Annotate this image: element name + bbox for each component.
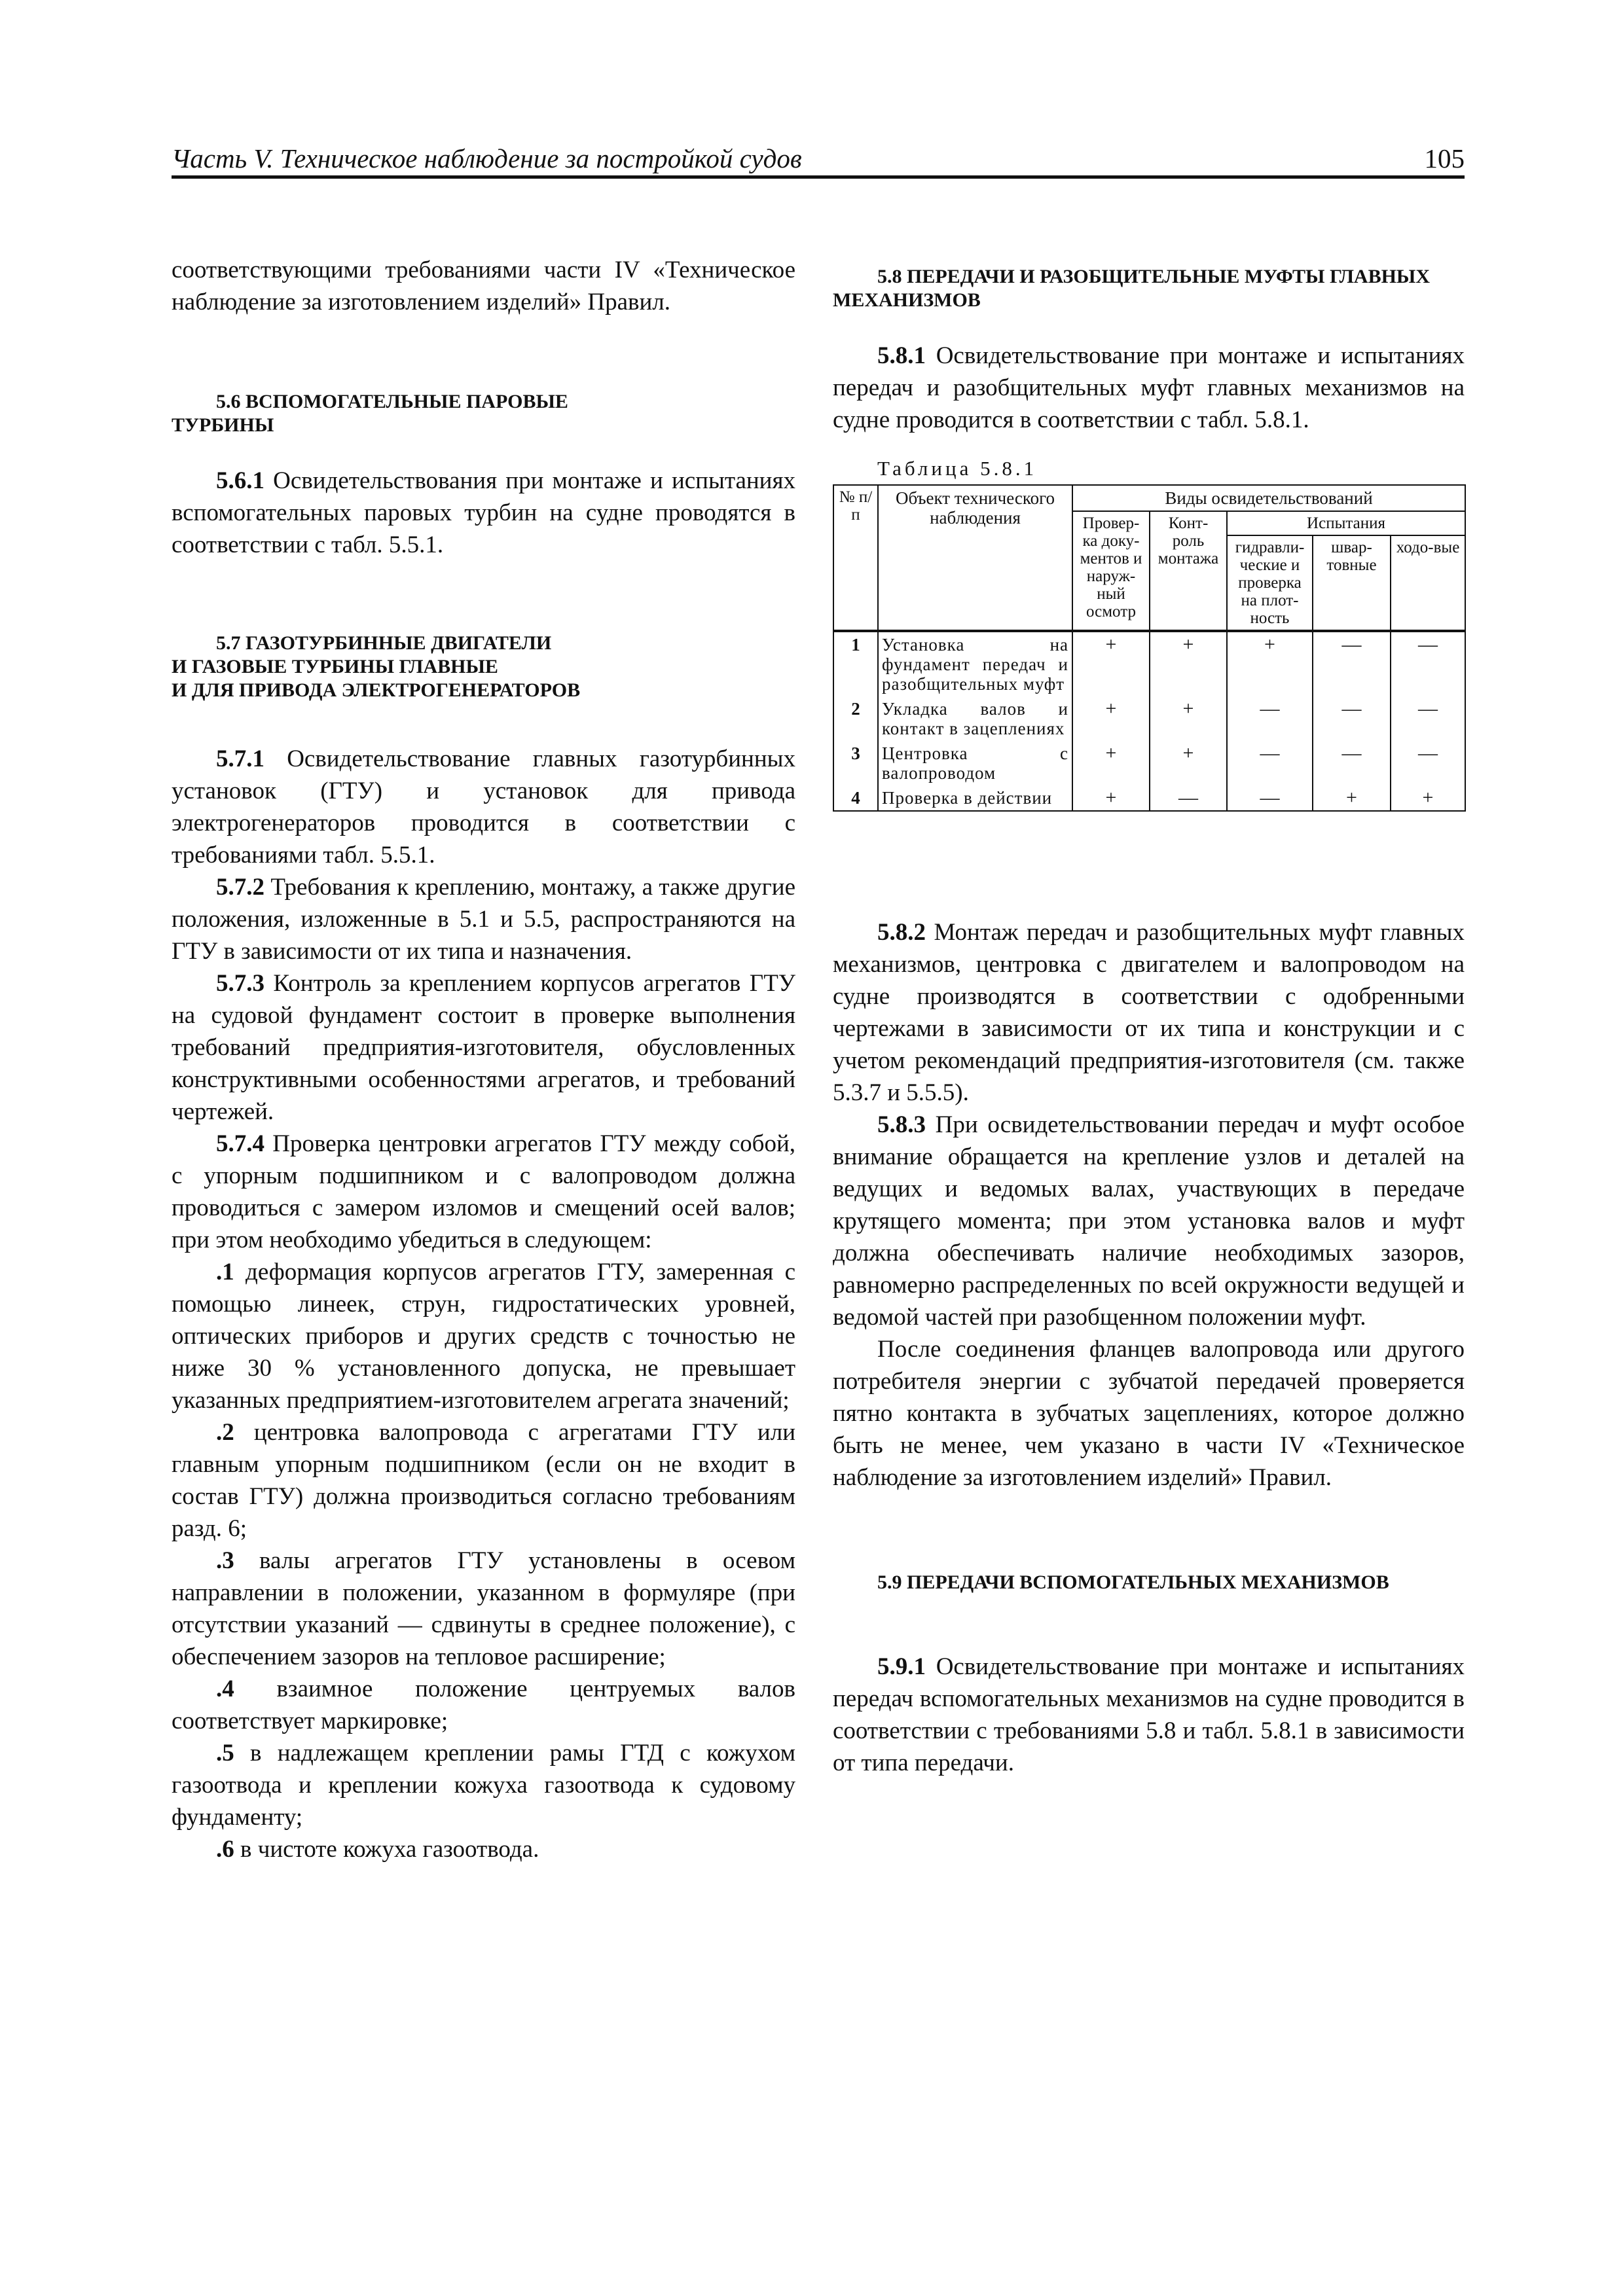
table-row [833,696,1465,741]
clause-number: 5.9.1 [877,1653,926,1680]
spacer [172,318,795,390]
spacer [833,812,1465,916]
paragraph-5-8-1 [833,340,1465,436]
section-title-line: И ГАЗОВЫЕ ТУРБИНЫ ГЛАВНЫЕ [172,656,498,677]
header-inspection-types: Виды освидетельствований [1072,485,1465,511]
cell-mooring: — [1313,741,1391,785]
item-number: .2 [216,1419,234,1446]
row-object: Центровка с валопроводом [878,741,1072,785]
header-mooring: швар-товные [1313,535,1391,631]
cell-hydraulic: + [1227,631,1313,696]
cell-mooring: — [1313,696,1391,741]
cell-doc: + [1072,785,1150,811]
running-header [172,143,1465,179]
cell-control: — [1150,785,1227,811]
section-5-6-title [172,390,795,437]
clause-number: 5.7.2 [216,874,264,901]
spacer [833,436,1465,456]
cell-hydraulic: — [1227,696,1313,741]
section-5-9-title: 5.9 ПЕРЕДАЧИ ВСПОМОГАТЕЛЬНЫХ МЕХАНИЗМОВ [877,1571,1389,1593]
clause-number: 5.8.2 [877,919,926,946]
cell-mooring: + [1313,785,1391,811]
table-row [833,741,1465,785]
header-doc-check: Провер-ка доку-ментов и наруж-ный осмотр [1072,511,1150,631]
list-item [172,1416,795,1545]
spacer [833,1594,1465,1651]
item-text: валы агрегатов ГТУ установлены в осевом направлении в положении, указанном в формуляре (при отсутствии указаний — сдвинуты в среднее положение), с обеспечением зазоров на тепловое расширение; [172,1547,795,1670]
list-item [172,1833,795,1865]
table-row [833,785,1465,811]
cell-hydraulic: — [1227,741,1313,785]
item-number: .6 [216,1836,234,1863]
paragraph-5-8-3 [833,1109,1465,1333]
cell-hydraulic: — [1227,785,1313,811]
clause-text: Монтаж передач и разобщительных муфт главных механизмов, центровка с двигателем и валопроводом на судне производятся в соответствии с одобренными чертежами в зависимости от их типа и конструкции и с учетом рекомендаций предприятия-изготовителя (см. также 5.3.7 и 5.5.5). [833,919,1465,1106]
paragraph-5-7-1 [172,743,795,871]
clause-number: 5.6.1 [216,467,264,494]
list-item [172,1673,795,1737]
paragraph-5-8-2 [833,916,1465,1109]
header-hydraulic: гидравли-ческие и проверка на плот-ность [1227,535,1313,631]
row-object: Укладка валов и контакт в зацеплениях [878,696,1072,741]
header-tests: Испытания [1227,511,1465,535]
table-row [833,631,1465,696]
inspection-table [833,484,1466,812]
item-text: взаимное положение центруемых валов соответствует маркировке; [172,1676,795,1734]
item-number: .1 [216,1259,234,1285]
spacer [172,702,795,743]
cell-running: + [1391,785,1465,811]
clause-number: 5.7.3 [216,970,264,997]
header-running: ходо-вые [1391,535,1465,631]
table-caption: Таблица 5.8.1 [877,457,1038,480]
paragraph-5-7-2 [172,871,795,967]
paragraph-5-6-1 [172,465,795,561]
section-title-line: 5.6 ВСПОМОГАТЕЛЬНЫЕ ПАРОВЫЕ [216,391,568,412]
clause-text: При освидетельствовании передач и муфт особое внимание обращается на крепление узлов и деталей на ведущих и ведомых валах, участвующих в передаче крутящего момента; при этом установка валов и муфт должна обеспечивать наличие необходимых зазоров, равномерно распределенных по всей окружности ведущей и ведомой частей при разобщенном положении муфт. [833,1111,1465,1331]
cell-mooring: — [1313,631,1391,696]
clause-text: Освидетельствования при монтаже и испытаниях вспомогательных паровых турбин на судне проводятся в соответствии с табл. 5.5.1. [172,467,795,558]
cell-running: — [1391,696,1465,741]
row-num: 3 [833,741,878,785]
clause-text: Контроль за креплением корпусов агрегатов ГТУ на судовой фундамент состоит в проверке выполнения требований предприятия-изготовителя, обусловленных конструктивными особенностями агрегатов, и требований чертежей. [172,970,795,1125]
cell-doc: + [1072,741,1150,785]
paragraph-5-7-3 [172,967,795,1128]
page-number: 105 [1424,143,1465,173]
item-number: .5 [216,1740,234,1767]
cell-control: + [1150,696,1227,741]
header-title: Часть V. Техническое наблюдение за постройкой судов [172,143,802,173]
clause-text: Проверка центровки агрегатов ГТУ между собой, с упорным подшипником и с валопроводом должна проводиться с замером изломов и смещений осей валов; при этом необходимо убедиться в следующем: [172,1130,795,1253]
spacer [833,312,1465,340]
header-object: Объект технического наблюдения [878,485,1072,631]
section-5-7-title [172,632,795,702]
cell-control: + [1150,631,1227,696]
spacer [172,437,795,465]
item-text: в чистоте кожуха газоотвода. [234,1836,539,1863]
clause-number: 5.7.4 [216,1130,264,1157]
section-5-8-title [833,265,1465,312]
intro-paragraph: соответствующими требованиями части IV «Техническое наблюдение за изготовлением изделий» Правил. [172,257,795,315]
cell-running: — [1391,631,1465,696]
cell-doc: + [1072,696,1150,741]
section-title-line: И ДЛЯ ПРИВОДА ЭЛЕКТРОГЕНЕРАТОРОВ [172,679,581,701]
right-column [833,265,1465,1779]
section-title-line: 5.8 ПЕРЕДАЧИ И РАЗОБЩИТЕЛЬНЫЕ МУФТЫ ГЛАВНЫХ [877,266,1431,287]
section-title-line: 5.7 ГАЗОТУРБИННЫЕ ДВИГАТЕЛИ [216,632,552,654]
row-object: Проверка в действии [878,785,1072,811]
item-text: деформация корпусов агрегатов ГТУ, замеренная с помощью линеек, струн, гидростатических уровней, оптических приборов и других средств с точностью не ниже 30 % установленного допуска, не превышает указанных предприятием-изготовителем агрегата значений; [172,1259,795,1414]
list-item [172,1545,795,1673]
cell-control: + [1150,741,1227,785]
section-title-line: ТУРБИНЫ [172,414,274,436]
item-text: центровка валопровода с агрегатами ГТУ или главным упорным подшипником (если он не входит в состав ГТУ) должна производиться согласно требованиям разд. 6; [172,1419,795,1542]
clause-number: 5.7.1 [216,745,264,772]
section-title-line: МЕХАНИЗМОВ [833,289,981,311]
header-installation-control: Конт-роль монтажа [1150,511,1227,631]
paragraph-5-7-4 [172,1128,795,1256]
paragraph-5-9-1 [833,1651,1465,1779]
cell-running: — [1391,741,1465,785]
clause-number: 5.8.1 [877,342,926,369]
item-number: .4 [216,1676,234,1702]
left-column [172,254,795,1865]
row-num: 1 [833,631,878,696]
clause-text: Освидетельствование при монтаже и испытаниях передач вспомогательных механизмов на судне проводится в соответствии с требованиями 5.8 и табл. 5.8.1 в зависимости от типа передачи. [833,1653,1465,1776]
list-item [172,1256,795,1416]
spacer [833,1494,1465,1571]
header-rule [172,175,1465,179]
clause-text: Освидетельствование главных газотурбинных установок (ГТУ) и установок для привода электрогенераторов проводится в соответствии с требованиями табл. 5.5.1. [172,745,795,869]
row-object: Установка на фундамент передач и разобщительных муфт [878,631,1072,696]
header-num: № п/п [833,485,878,631]
clause-number: 5.8.3 [877,1111,926,1138]
row-num: 4 [833,785,878,811]
row-num: 2 [833,696,878,741]
item-number: .3 [216,1547,234,1574]
clause-text: Освидетельствование при монтаже и испытаниях передач и разобщительных муфт главных механизмов на судне проводится в соответствии с табл. 5.8.1. [833,342,1465,433]
clause-text: Требования к креплению, монтажу, а также другие положения, изложенные в 5.1 и 5.5, распространяются на ГТУ в зависимости от их типа и назначения. [172,874,795,965]
item-text: в надлежащем креплении рамы ГТД с кожухом газоотвода и креплении кожуха газоотвода к судовому фундаменту; [172,1740,795,1831]
cell-doc: + [1072,631,1150,696]
list-item [172,1737,795,1833]
spacer [172,561,795,632]
paragraph-5-8-3-continued: После соединения фланцев валопровода или другого потребителя энергии с зубчатой передачей проверяется пятно контакта в зубчатых зацеплениях, которое должно быть не менее, чем указано в части IV «Техническое наблюдение за изготовлением изделий» Правил. [833,1336,1465,1491]
